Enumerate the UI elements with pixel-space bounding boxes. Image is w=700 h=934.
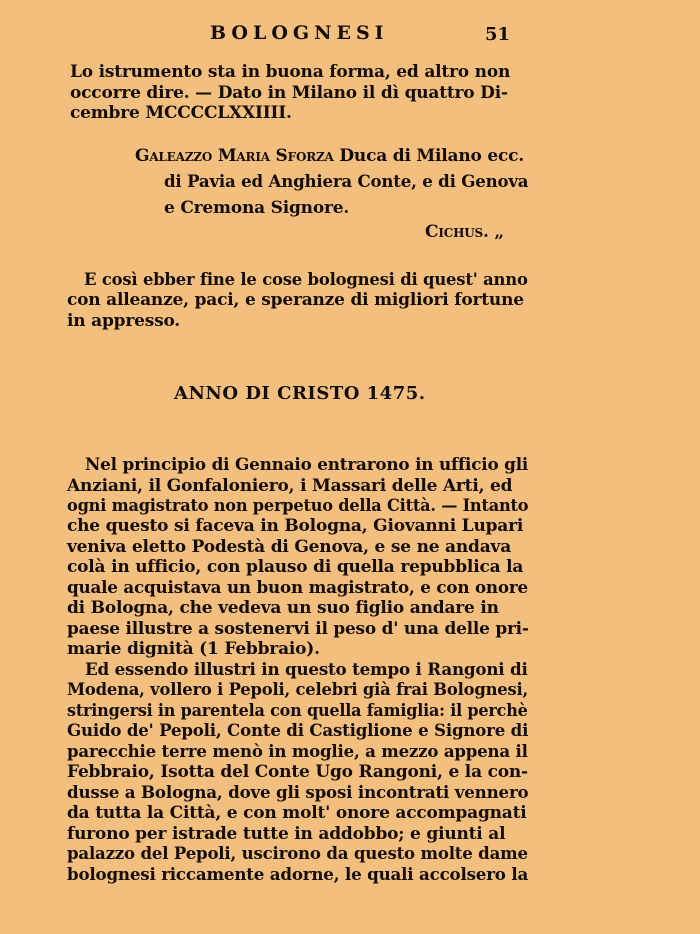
text-line: quale acquistava un buon magistrato, e con onore bbox=[67, 578, 528, 598]
text-line: con alleanze, paci, e speranze di migliori fortune bbox=[67, 290, 524, 310]
text-line: bolognesi riccamente adorne, le quali accolsero la bbox=[67, 865, 529, 885]
text-line: colà in ufficio, con plauso di quella repubblica la bbox=[67, 557, 524, 577]
text-line: da tutta la Città, e con molt' onore accompagnati bbox=[67, 803, 527, 823]
text-line: Modena, vollero i Pepoli, celebri già frai Bolognesi, bbox=[67, 680, 529, 700]
text-line: furono per istrade tutte in addobbo; e giunti al bbox=[67, 824, 506, 844]
text-line: stringersi in parentela con quella famiglia: il perchè bbox=[67, 701, 528, 721]
text-line: Lo istrumento sta in buona forma, ed altro non bbox=[70, 62, 511, 82]
text-line: palazzo del Pepoli, uscirono da questo molte dame bbox=[67, 844, 528, 864]
closing-quote: „ bbox=[488, 222, 504, 242]
text-line: che questo si faceva in Bologna, Giovanni Lupari bbox=[67, 516, 524, 536]
text-line: Ed essendo illustri in questo tempo i Rangoni di bbox=[85, 660, 528, 680]
text-line: paese illustre a sostenervi il peso d' una delle pri- bbox=[67, 619, 529, 639]
text-line: in appresso. bbox=[67, 311, 180, 331]
secretary-line bbox=[425, 222, 504, 242]
text-line: Nel principio di Gennaio entrarono in ufficio gli bbox=[85, 455, 529, 475]
section-heading: ANNO DI CRISTO 1475. bbox=[174, 383, 426, 404]
text-line: parecchie terre menò in moglie, a mezzo appena il bbox=[67, 742, 528, 762]
text-line: Guido de' Pepoli, Conte di Castiglione e Signore di bbox=[67, 721, 529, 741]
text-line: Febbraio, Isotta del Conte Ugo Rangoni, e la con- bbox=[67, 762, 528, 782]
text-line: Anziani, il Gonfaloniero, i Massari delle Arti, ed bbox=[67, 476, 513, 496]
text-line: veniva eletto Podestà di Genova, e se ne andava bbox=[67, 537, 512, 557]
text-line: E così ebber fine le cose bolognesi di quest' anno bbox=[84, 270, 528, 290]
text-line: di Bologna, che vedeva un suo figlio andare in bbox=[67, 598, 499, 618]
text-line: marie dignità (1 Febbraio). bbox=[67, 639, 320, 659]
text-line: ogni magistrato non perpetuo della Città. — Intanto bbox=[67, 496, 529, 516]
signature-line: e Cremona Signore. bbox=[164, 198, 350, 218]
running-header-title: BOLOGNESI bbox=[210, 22, 389, 44]
signature-line: di Pavia ed Anghiera Conte, e di Genova bbox=[164, 172, 529, 192]
page-number: 51 bbox=[485, 24, 511, 45]
signatory-name: Galeazzo Maria Sforza bbox=[135, 146, 334, 166]
text-line: occorre dire. — Dato in Milano il dì quattro Di- bbox=[70, 83, 508, 103]
text-line: dusse a Bologna, dove gli sposi incontrati vennero bbox=[67, 783, 529, 803]
secretary-name: Cichus. bbox=[425, 222, 489, 242]
signature-line bbox=[135, 146, 524, 166]
signatory-title: Duca di Milano ecc. bbox=[333, 146, 525, 166]
text-line: cembre MCCCCLXXIIII. bbox=[70, 103, 292, 123]
